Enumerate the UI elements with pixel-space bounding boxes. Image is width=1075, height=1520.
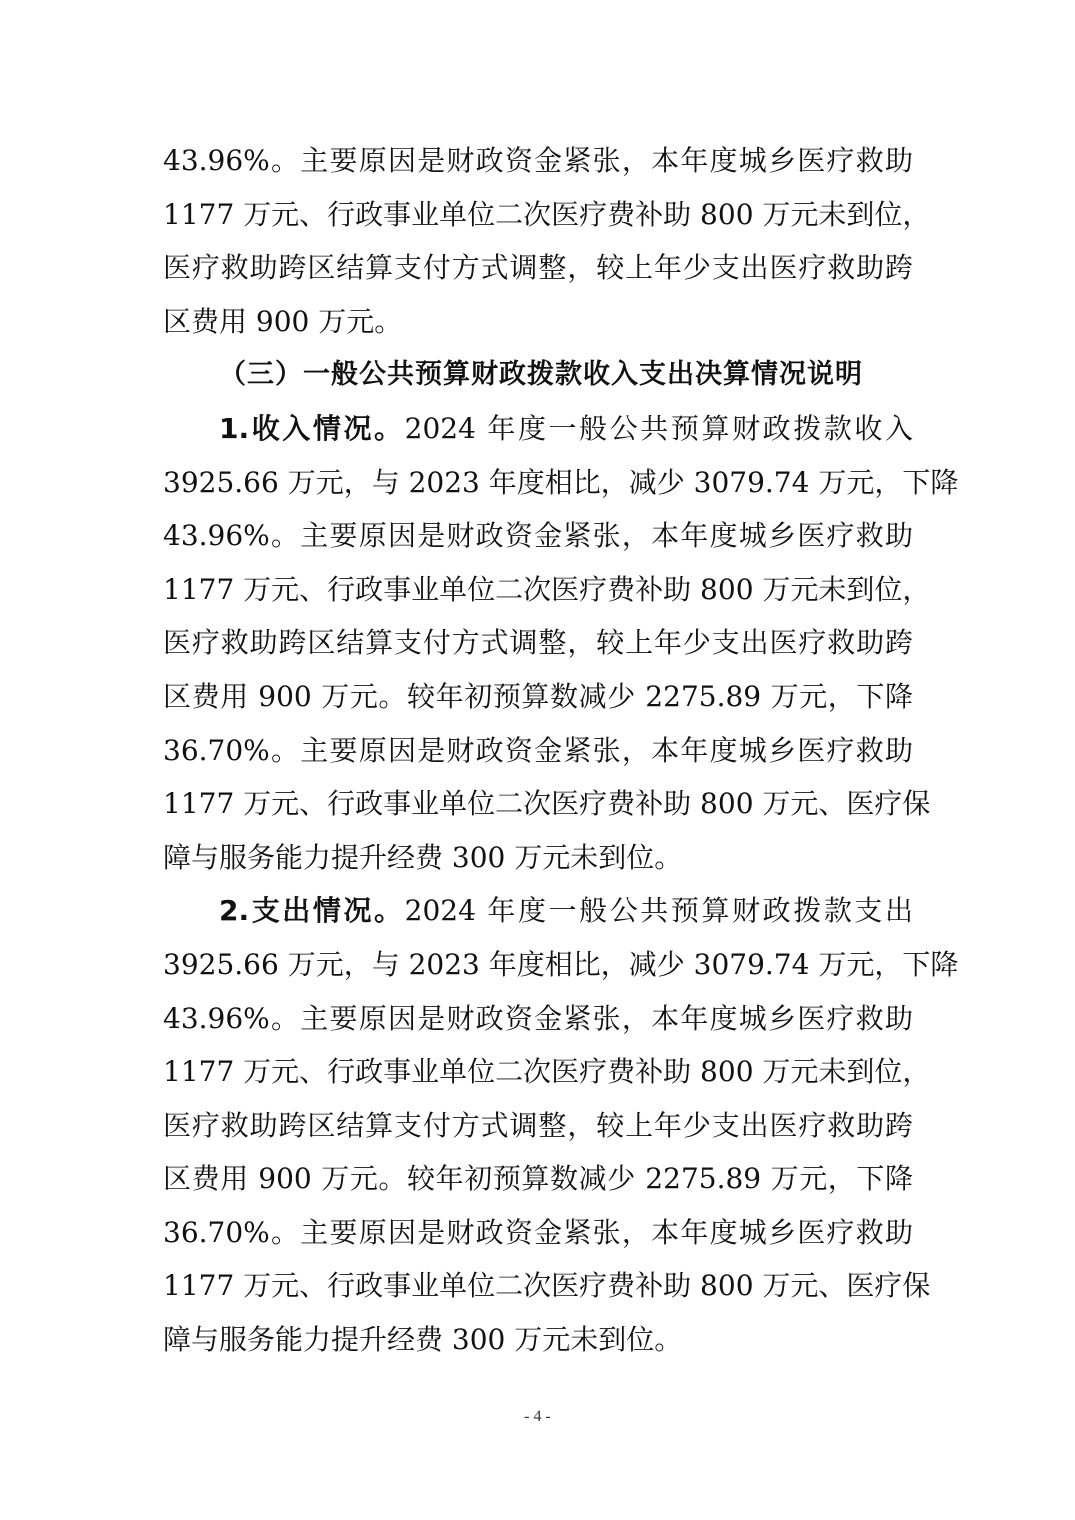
expense-paragraph (163, 884, 959, 1366)
income-line: 1177 万元、行政事业单位二次医疗费补助 800 万元未到位， (163, 572, 931, 606)
page-number: - 4 - (524, 1408, 551, 1425)
income-line: 障与服务能力提升经费 300 万元未到位。 (163, 840, 683, 874)
expense-line: 障与服务能力提升经费 300 万元未到位。 (163, 1323, 683, 1357)
section-heading: （三）一般公共预算财政拨款收入支出决算情况说明 (219, 359, 863, 391)
intro-line: 43.96%。主要原因是财政资金紧张，本年度城乡医疗救助 (163, 144, 913, 177)
expense-line: 1177 万元、行政事业单位二次医疗费补助 800 万元未到位， (163, 1055, 931, 1089)
expense-first-line (163, 884, 913, 938)
income-line: 区费用 900 万元。较年初预算数减少 2275.89 万元，下降 (163, 679, 913, 713)
expense-line: 43.96%。主要原因是财政资金紧张，本年度城乡医疗救助 (163, 1001, 913, 1035)
intro-line: 区费用 900 万元。 (163, 304, 403, 338)
income-line: 1177 万元、行政事业单位二次医疗费补助 800 万元、医疗保 (163, 787, 931, 821)
intro-line: 医疗救助跨区结算支付方式调整，较上年少支出医疗救助跨 (163, 251, 913, 285)
expense-line: 区费用 900 万元。较年初预算数减少 2275.89 万元，下降 (163, 1162, 913, 1196)
income-line: 36.70%。主要原因是财政资金紧张，本年度城乡医疗救助 (163, 733, 913, 767)
income-paragraph (163, 402, 959, 884)
expense-line: 1177 万元、行政事业单位二次医疗费补助 800 万元、医疗保 (163, 1269, 931, 1303)
income-line: 医疗救助跨区结算支付方式调整，较上年少支出医疗救助跨 (163, 626, 913, 660)
intro-paragraph (163, 134, 931, 348)
expense-line: 36.70%。主要原因是财政资金紧张，本年度城乡医疗救助 (163, 1215, 913, 1249)
income-line: 3925.66 万元，与 2023 年度相比，减少 3079.74 万元，下降 (163, 465, 959, 499)
income-lead: 1.收入情况。 (219, 411, 405, 445)
income-line: 43.96%。主要原因是财政资金紧张，本年度城乡医疗救助 (163, 519, 913, 553)
expense-first-line-rest: 2024 年度一般公共预算财政拨款支出 (404, 894, 913, 928)
income-first-line-rest: 2024 年度一般公共预算财政拨款收入 (404, 411, 913, 445)
expense-line: 3925.66 万元，与 2023 年度相比，减少 3079.74 万元，下降 (163, 947, 959, 981)
income-first-line (163, 402, 913, 456)
expense-line: 医疗救助跨区结算支付方式调整，较上年少支出医疗救助跨 (163, 1108, 913, 1142)
intro-line: 1177 万元、行政事业单位二次医疗费补助 800 万元未到位， (163, 197, 931, 231)
expense-lead: 2.支出情况。 (219, 894, 405, 928)
document-page (163, 134, 959, 1367)
